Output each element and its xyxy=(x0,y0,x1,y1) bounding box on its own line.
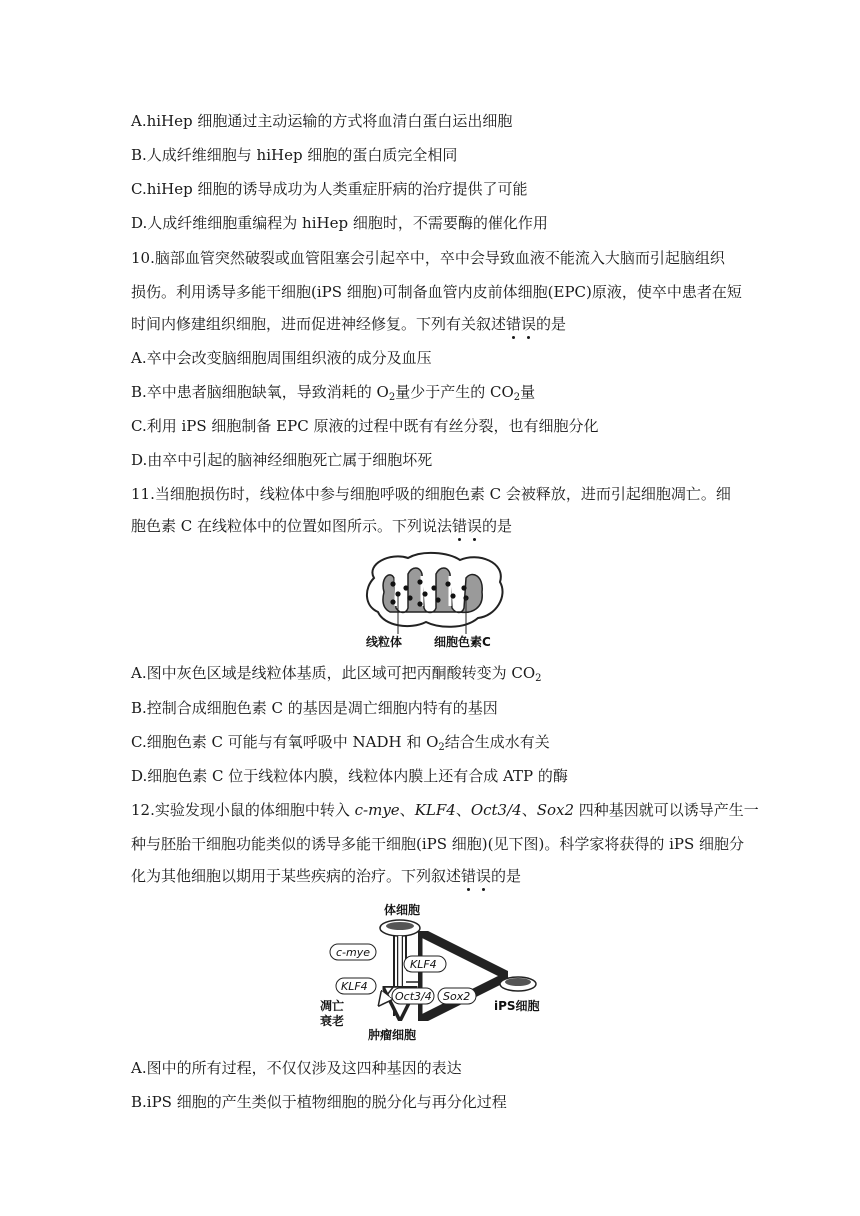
q10-option-c: C.利用 iPS 细胞制备 EPC 原液的过程中既有有丝分裂，也有细胞分化 xyxy=(131,417,599,435)
svg-text:Sox2: Sox2 xyxy=(443,990,471,1003)
cytochrome-c-label: 细胞色素C xyxy=(434,635,491,649)
q11-option-d: D.细胞色素 C 位于线粒体内膜，线粒体内膜上还有合成 ATP 的酶 xyxy=(131,767,568,785)
q9-option-c: C.hiHep 细胞的诱导成功为人类重症肝病的治疗提供了可能 xyxy=(131,180,528,198)
q9-option-a: A.hiHep 细胞通过主动运输的方式将血清白蛋白运出细胞 xyxy=(131,112,513,130)
svg-text:c-mye: c-mye xyxy=(336,946,371,959)
aging-label: 衰老 xyxy=(320,1014,345,1028)
q9-option-d: D.人成纤维细胞重编程为 hiHep 细胞时，不需要酶的催化作用 xyxy=(131,214,548,232)
emphasis-char: 错 xyxy=(461,867,477,885)
q12-option-b: B.iPS 细胞的产生类似于植物细胞的脱分化与再分化过程 xyxy=(131,1093,507,1111)
emphasis-char: 错 xyxy=(506,315,522,333)
q11-option-b: B.控制合成细胞色素 C 的基因是凋亡细胞内特有的基因 xyxy=(131,699,498,717)
q10-option-d: D.由卒中引起的脑神经细胞死亡属于细胞坏死 xyxy=(131,451,433,469)
ips-cell-label: iPS细胞 xyxy=(494,999,540,1013)
somatic-cell-label: 体细胞 xyxy=(384,903,421,917)
q12-option-a: A.图中的所有过程，不仅仅涉及这四种基因的表达 xyxy=(131,1059,462,1077)
q11-option-a: A.图中灰色区域是线粒体基质，此区域可把丙酮酸转变为 $CO_2$ xyxy=(131,664,542,684)
q11-stem-line2: 胞色素 C 在线粒体中的位置如图所示。下列说法错误的是 xyxy=(131,517,513,535)
ips-diagram xyxy=(300,898,560,1048)
svg-text:KLF4: KLF4 xyxy=(341,980,368,993)
emphasis-char: 误 xyxy=(476,867,492,885)
tumor-cell-label: 肿瘤细胞 xyxy=(368,1028,417,1042)
mitochondrion-figure xyxy=(360,548,510,652)
svg-text:Oct3/4: Oct3/4 xyxy=(395,990,432,1003)
q9-option-b: B.人成纤维细胞与 hiHep 细胞的蛋白质完全相同 xyxy=(131,146,458,164)
q10-stem-line2: 损伤。利用诱导多能干细胞(iPS 细胞)可制备血管内皮前体细胞(EPC)原液，使卒中患者在短 xyxy=(131,283,742,301)
q10-option-b: B.卒中患者脑细胞缺氧，导致消耗的 $O_2$量少于产生的 $CO_2$量 xyxy=(131,383,536,403)
q12-stem-line3: 化为其他细胞以期用于某些疾病的治疗。下列叙述错误的是 xyxy=(131,867,522,885)
svg-text:KLF4: KLF4 xyxy=(410,958,437,971)
mitochondrion-label: 线粒体 xyxy=(366,635,403,649)
emphasis-char: 误 xyxy=(467,517,483,535)
emphasis-char: 误 xyxy=(521,315,537,333)
q10-stem-line3: 时间内修建组织细胞，进而促进神经修复。下列有关叙述错误的是 xyxy=(131,315,567,333)
q12-stem-line1: 12.实验发现小鼠的体细胞中转入 c-mye、KLF4、Oct3/4、Sox2 四种基因就可以诱导产生一 xyxy=(131,801,759,819)
apoptosis-label: 凋亡 xyxy=(320,999,345,1013)
q10-option-a: A.卒中会改变脑细胞周围组织液的成分及血压 xyxy=(131,349,432,367)
q12-stem-line2: 种与胚胎干细胞功能类似的诱导多能干细胞(iPS 细胞)(见下图)。科学家将获得的 iPS 细胞分 xyxy=(131,835,745,853)
q11-option-c: C.细胞色素 C 可能与有氧呼吸中 NADH 和 $O_2$结合生成水有关 xyxy=(131,733,550,753)
emphasis-char: 错 xyxy=(452,517,468,535)
q10-stem-line1: 10.脑部血管突然破裂或血管阻塞会引起卒中，卒中会导致血液不能流入大脑而引起脑组织 xyxy=(131,249,725,267)
q11-stem-line1: 11.当细胞损伤时，线粒体中参与细胞呼吸的细胞色素 C 会被释放，进而引起细胞凋亡。细 xyxy=(131,485,731,503)
